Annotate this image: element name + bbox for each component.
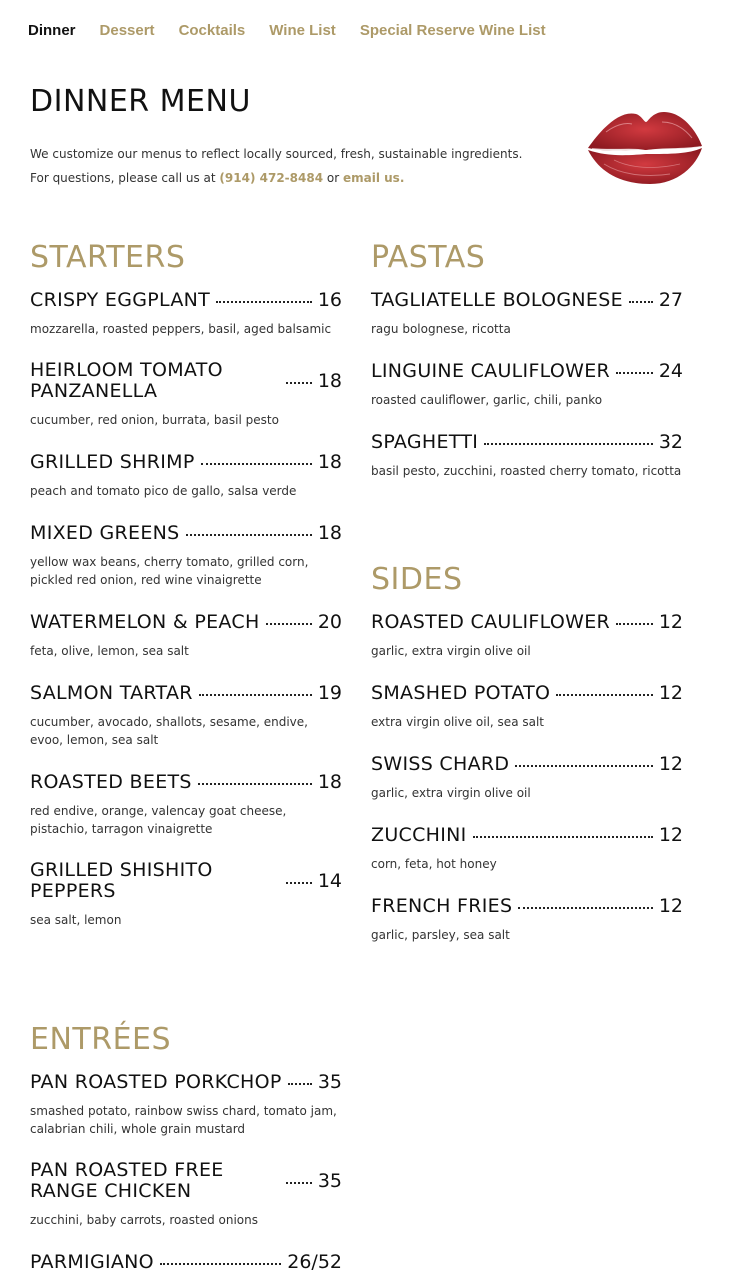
entrees-section [30, 1022, 342, 1273]
item-desc: garlic, parsley, sea salt [371, 928, 510, 942]
item-name: LINGUINE CAULIFLOWER [371, 359, 611, 382]
item-name: FRENCH FRIES [371, 894, 513, 917]
item-name: ROASTED CAULIFLOWER [371, 610, 611, 633]
menu-item [371, 611, 683, 660]
item-desc: red endive, orange, valencay goat cheese, pistachio, tarragon vinaigrette [30, 804, 287, 836]
entrees-title: ENTRÉES [30, 1022, 172, 1057]
item-name: GRILLED SHISHITO PEPPERS [30, 859, 213, 902]
leader-dots [518, 907, 652, 909]
leader-dots [198, 783, 312, 785]
item-price: 27 [658, 289, 683, 311]
item-desc: yellow wax beans, cherry tomato, grilled corn, pickled red onion, red wine vinaigrette [30, 555, 309, 587]
item-price: 32 [658, 431, 683, 453]
leader-dots [216, 301, 312, 303]
leader-dots [286, 1182, 312, 1184]
leader-dots [616, 623, 653, 625]
leader-dots [286, 382, 312, 384]
leader-dots [286, 882, 312, 884]
phone-link[interactable]: (914) 472-8484 [219, 171, 324, 185]
leader-dots [160, 1263, 281, 1265]
menu-item [371, 824, 683, 873]
starters-title: STARTERS [30, 240, 186, 275]
item-price: 24 [658, 360, 683, 382]
menu-item [371, 682, 683, 731]
menu-item [30, 1251, 342, 1273]
item-desc: peach and tomato pico de gallo, salsa verde [30, 484, 297, 498]
nav-special-reserve-wine-list[interactable]: Special Reserve Wine List [359, 22, 546, 39]
intro-line-1: We customize our menus to reflect locally sourced, fresh, sustainable ingredients. [30, 147, 523, 161]
item-desc: feta, olive, lemon, sea salt [30, 644, 189, 658]
item-price: 20 [317, 611, 342, 633]
item-desc: mozzarella, roasted peppers, basil, aged balsamic [30, 322, 332, 336]
pastas-section [371, 240, 683, 480]
menu-item [30, 771, 342, 838]
menu-item [30, 1071, 342, 1138]
menu-item [30, 451, 342, 500]
item-price: 12 [658, 611, 683, 633]
intro-text [30, 142, 522, 190]
item-price: 12 [658, 682, 683, 704]
starters-section [30, 240, 342, 929]
sides-title: SIDES [371, 562, 463, 597]
leader-dots [201, 463, 312, 465]
menu-item [371, 753, 683, 802]
item-desc: garlic, extra virgin olive oil [371, 644, 531, 658]
item-name: TAGLIATELLE BOLOGNESE [371, 288, 623, 311]
item-name: PARMIGIANO [30, 1250, 154, 1273]
item-desc: roasted cauliflower, garlic, chili, panko [371, 393, 603, 407]
leader-dots [473, 836, 653, 838]
menu-item [371, 431, 683, 480]
item-name: CRISPY EGGPLANT [30, 288, 211, 311]
item-price: 16 [317, 289, 342, 311]
item-desc: ragu bolognese, ricotta [371, 322, 511, 336]
item-desc: sea salt, lemon [30, 913, 122, 927]
nav-cocktails[interactable]: Cocktails [178, 22, 246, 39]
menu-item [30, 860, 342, 929]
menu-item [30, 522, 342, 589]
leader-dots [629, 301, 653, 303]
menu-item [30, 611, 342, 660]
lips-logo-icon [584, 104, 706, 188]
item-price: 35 [317, 1170, 342, 1192]
menu-item [30, 360, 342, 429]
top-nav [28, 22, 546, 39]
item-price: 12 [658, 895, 683, 917]
item-price: 18 [317, 771, 342, 793]
item-name: GRILLED SHRIMP [30, 450, 195, 473]
item-price: 18 [317, 522, 342, 544]
item-price: 14 [317, 870, 342, 892]
item-desc: smashed potato, rainbow swiss chard, tomato jam, calabrian chili, whole grain mustard [30, 1104, 337, 1136]
leader-dots [484, 443, 653, 445]
item-name: ZUCCHINI [371, 823, 467, 846]
leader-dots [556, 694, 653, 696]
item-price: 12 [658, 824, 683, 846]
item-desc: cucumber, avocado, shallots, sesame, endive, evoo, lemon, sea salt [30, 715, 308, 747]
leader-dots [616, 372, 653, 374]
leader-dots [186, 534, 312, 536]
item-name: PAN ROASTED FREE RANGE CHICKEN [30, 1159, 224, 1202]
item-price: 18 [317, 451, 342, 473]
item-desc: zucchini, baby carrots, roasted onions [30, 1213, 258, 1227]
item-name: ROASTED BEETS [30, 770, 192, 793]
menu-item [30, 1160, 342, 1229]
item-name: SPAGHETTI [371, 430, 479, 453]
intro-or: or [326, 171, 340, 185]
menu-item [371, 289, 683, 338]
item-price: 35 [317, 1071, 342, 1093]
item-desc: cucumber, red onion, burrata, basil pesto [30, 413, 279, 427]
sides-section [371, 562, 683, 944]
item-name: HEIRLOOM TOMATO PANZANELLA [30, 359, 223, 402]
item-price: 26/52 [287, 1251, 342, 1273]
leader-dots [515, 765, 653, 767]
item-desc: extra virgin olive oil, sea salt [371, 715, 545, 729]
item-price: 19 [317, 682, 342, 704]
item-name: WATERMELON & PEACH [30, 610, 260, 633]
menu-item [30, 289, 342, 338]
email-link[interactable]: email us. [342, 171, 405, 185]
intro-line-2 [30, 166, 522, 190]
leader-dots [199, 694, 312, 696]
nav-dinner[interactable]: Dinner [28, 22, 76, 39]
item-name: PAN ROASTED PORKCHOP [30, 1070, 282, 1093]
item-name: SALMON TARTAR [30, 681, 193, 704]
pastas-title: PASTAS [371, 240, 486, 275]
nav-dessert[interactable]: Dessert [99, 22, 155, 39]
leader-dots [288, 1083, 312, 1085]
leader-dots [266, 623, 312, 625]
item-desc: garlic, extra virgin olive oil [371, 786, 531, 800]
item-name: MIXED GREENS [30, 521, 180, 544]
item-price: 18 [317, 370, 342, 392]
item-desc: corn, feta, hot honey [371, 857, 497, 871]
item-name: SWISS CHARD [371, 752, 510, 775]
nav-wine-list[interactable]: Wine List [269, 22, 336, 39]
intro-line-2-prefix: For questions, please call us at [30, 171, 216, 185]
item-desc: basil pesto, zucchini, roasted cherry tomato, ricotta [371, 464, 682, 478]
menu-item [371, 360, 683, 409]
item-price: 12 [658, 753, 683, 775]
menu-item [371, 895, 683, 944]
item-name: SMASHED POTATO [371, 681, 551, 704]
page-title: DINNER MENU [30, 84, 251, 119]
menu-item [30, 682, 342, 749]
